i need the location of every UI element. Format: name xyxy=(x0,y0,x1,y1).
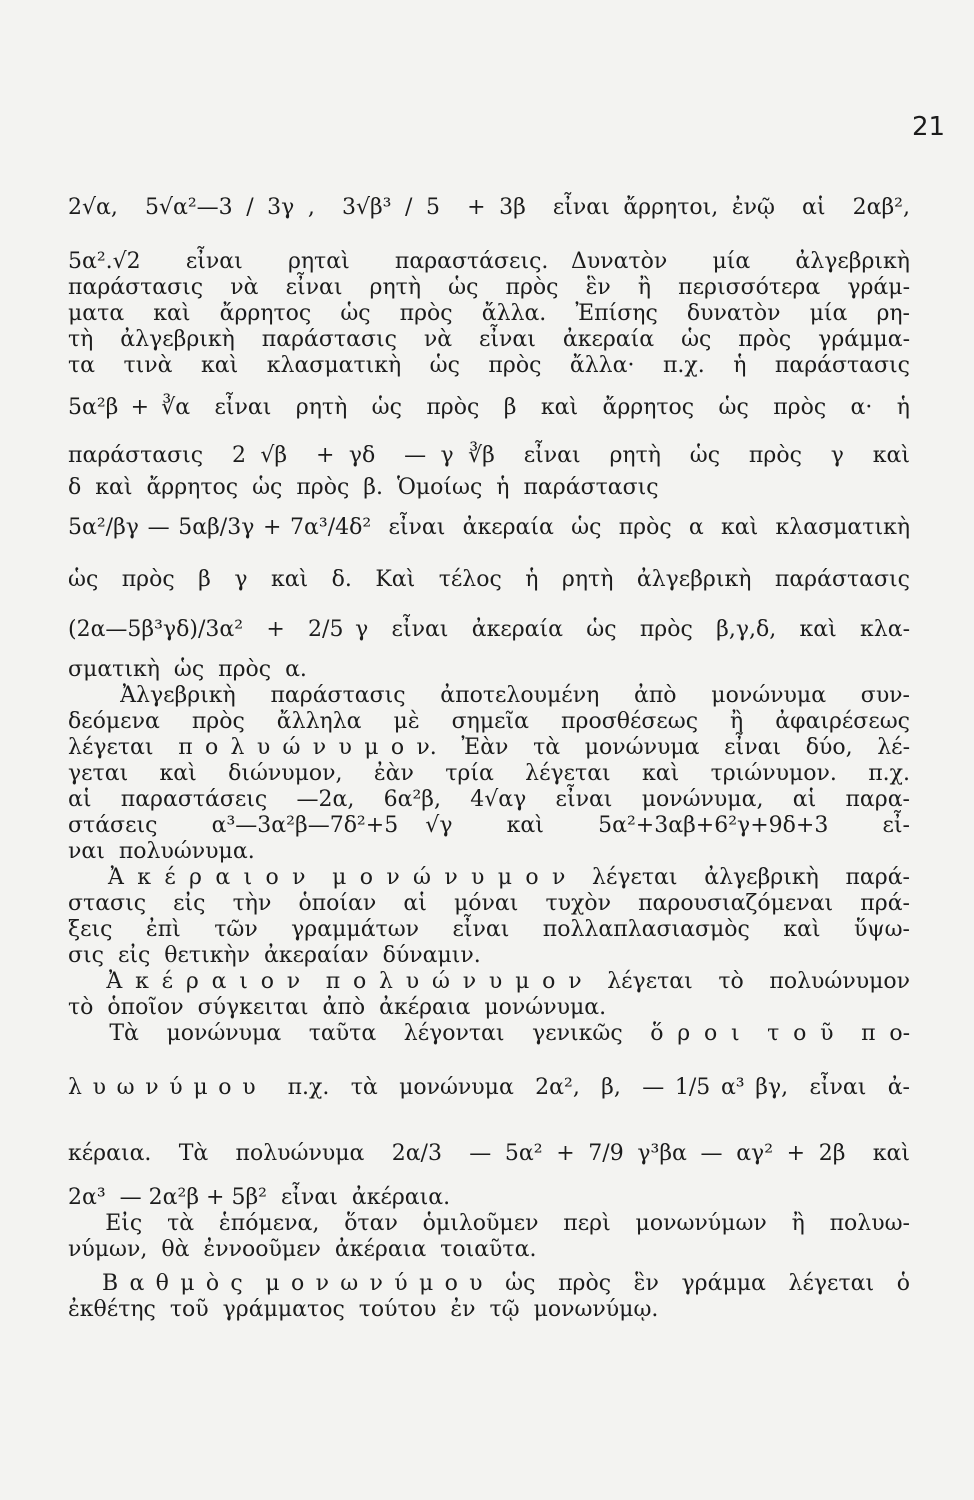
text-line: ματα καὶ ἄρρητος ὡς πρὸς ἄλλα. Ἐπίσης δυνατὸν μία ρη- xyxy=(68,301,910,326)
text-line: τα τινὰ καὶ κλασματικὴ ὡς πρὸς ἄλλα· π.χ. ἡ παράστασις xyxy=(68,353,910,378)
text-line: ὡς πρὸς β γ καὶ δ. Καὶ τέλος ἡ ρητὴ ἀλγεβρικὴ παράστασις xyxy=(68,567,910,592)
text-line: στάσεις α³—3α²β—7δ²+5 √γ καὶ 5α²+3αβ+6²γ+9δ+3 εἶ- xyxy=(68,813,910,838)
text-line: Ἀλγεβρικὴ παράστασις ἀποτελουμένη ἀπὸ μονώνυμα συν- xyxy=(68,683,910,708)
text-line: λ υ ω ν ύ μ ο υ π.χ. τὰ μονώνυμα 2α², β, — 1/5 α³ βγ, εἶναι ἀ- xyxy=(68,1075,910,1100)
text-line: δεόμενα πρὸς ἄλληλα μὲ σημεῖα προσθέσεως ἢ ἀφαιρέσεως xyxy=(68,709,910,734)
text-line: κέραια. Τὰ πολυώνυμα 2α/3 — 5α² + 7/9 γ³βα — αγ² + 2β καὶ xyxy=(68,1141,910,1166)
text-line: παράστασις 2 √β + γδ — γ ∛β εἶναι ρητὴ ὡς πρὸς γ καὶ xyxy=(68,443,910,468)
text-line: δ καὶ ἄρρητος ὡς πρὸς β. Ὁμοίως ἡ παράστασις xyxy=(68,475,659,500)
text-line: αἱ παραστάσεις —2α, 6α²β, 4√αγ εἶναι μονώνυμα, αἱ παρα- xyxy=(68,787,910,812)
text-line: 5α²β + ∛α εἶναι ρητὴ ὡς πρὸς β καὶ ἄρρητος ὡς πρὸς α· ἡ xyxy=(68,395,910,420)
text-line: ἐκθέτης τοῦ γράμματος τούτου ἐν τῷ μονωνύμῳ. xyxy=(68,1297,659,1322)
text-line: σις εἰς θετικὴν ἀκεραίαν δύναμιν. xyxy=(68,943,481,968)
text-line: γεται καὶ διώνυμον, ἐὰν τρία λέγεται καὶ τριώνυμον. π.χ. xyxy=(68,761,910,786)
text-line: σματικὴ ὡς πρὸς α. xyxy=(68,657,307,682)
text-line: 2√α, 5√α²—3 / 3γ , 3√β³ / 5 + 3β εἶναι ἄρρητοι, ἐνῷ αἱ 2αβ², xyxy=(68,195,910,220)
text-line: λέγεται π ο λ υ ώ ν υ μ ο ν. Ἐὰν τὰ μονώνυμα εἶναι δύο, λέ- xyxy=(68,735,910,760)
text-line: παράστασις νὰ εἶναι ρητὴ ὡς πρὸς ἓν ἢ περισσότερα γράμ- xyxy=(68,275,910,300)
text-line: τὴ ἀλγεβρικὴ παράστασις νὰ εἶναι ἀκεραία ὡς πρὸς γράμμα- xyxy=(68,327,910,352)
text-line: 2α³ — 2α²β + 5β² εἶναι ἀκέραια. xyxy=(68,1185,451,1210)
text-line: νύμων, θὰ ἐννοοῦμεν ἀκέραια τοιαῦτα. xyxy=(68,1237,537,1262)
text-line: τὸ ὁποῖον σύγκειται ἀπὸ ἀκέραια μονώνυμα. xyxy=(68,995,607,1020)
page-number: 21 xyxy=(912,112,946,142)
text-line: Β α θ μ ὸ ς μ ο ν ω ν ύ μ ο υ ὡς πρὸς ἓν γράμμα λέγεται ὁ xyxy=(68,1271,910,1296)
text-line: στασις εἰς τὴν ὁποίαν αἱ μόναι τυχὸν παρουσιαζόμεναι πρά- xyxy=(68,891,910,916)
text-line: (2α—5β³γδ)/3α² + 2/5 γ εἶναι ἀκεραία ὡς πρὸς β,γ,δ, καὶ κλα- xyxy=(68,617,910,642)
text-line: Ἀ κ έ ρ α ι ο ν μ ο ν ώ ν υ μ ο ν λέγεται ἀλγεβρικὴ παρά- xyxy=(68,865,910,890)
text-line: Εἰς τὰ ἑπόμενα, ὅταν ὁμιλοῦμεν περὶ μονωνύμων ἢ πολυω- xyxy=(68,1211,910,1236)
text-line: Τὰ μονώνυμα ταῦτα λέγονται γενικῶς ὅ ρ ο ι τ ο ῦ π ο- xyxy=(68,1021,910,1046)
text-line: ξεις ἐπὶ τῶν γραμμάτων εἶναι πολλαπλασιασμὸς καὶ ὕψω- xyxy=(68,917,910,942)
text-line: Ἀ κ έ ρ α ι ο ν π ο λ υ ώ ν υ μ ο ν λέγεται τὸ πολυώνυμον xyxy=(68,969,910,994)
text-line: ναι πολυώνυμα. xyxy=(68,839,255,864)
text-line: 5α².√2 εἶναι ρηταὶ παραστάσεις. Δυνατὸν μία ἀλγεβρικὴ xyxy=(68,249,910,274)
text-line: 5α²/βγ — 5αβ/3γ + 7α³/4δ² εἶναι ἀκεραία ὡς πρὸς α καὶ κλασματικὴ xyxy=(68,515,910,540)
